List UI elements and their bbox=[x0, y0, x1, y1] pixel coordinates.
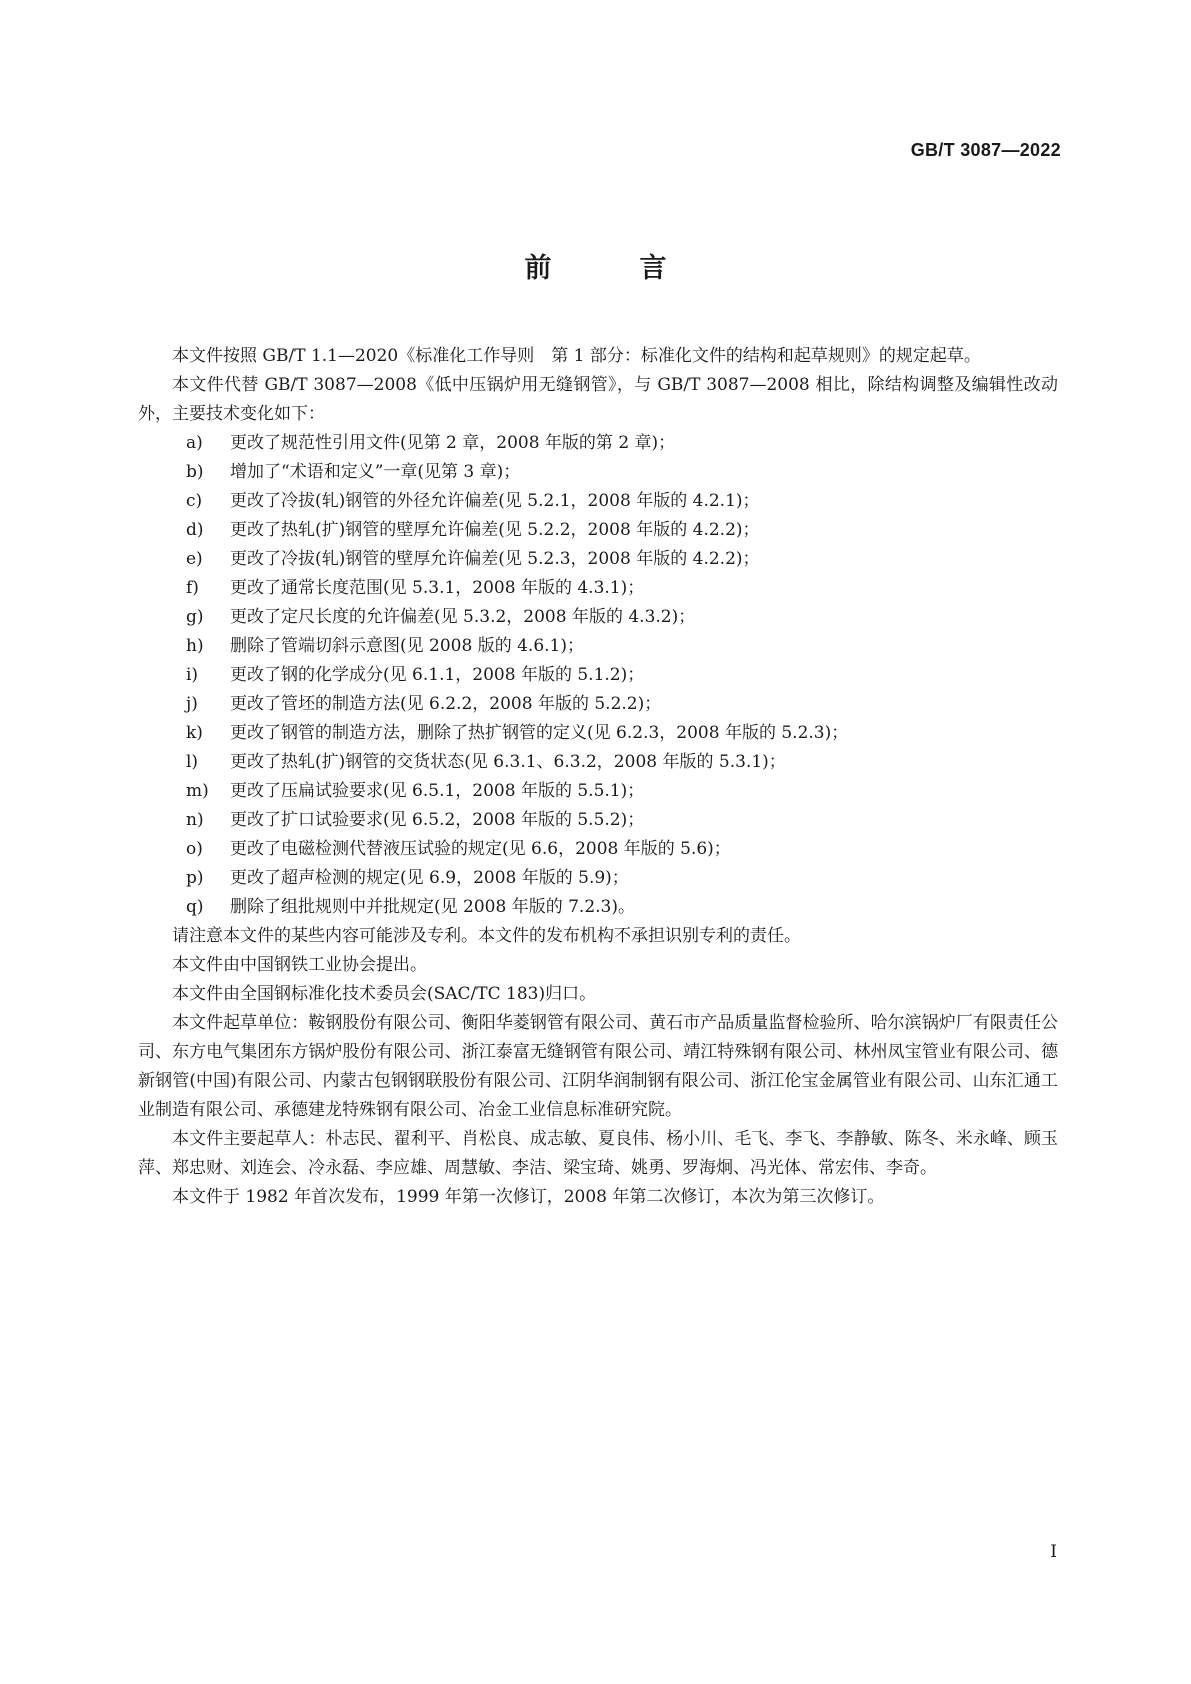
list-item-label: h) bbox=[186, 636, 204, 656]
list-item-label: p) bbox=[186, 868, 204, 888]
list-item-label: n) bbox=[186, 810, 204, 830]
drafting-units: 本文件起草单位：鞍钢股份有限公司、衡阳华菱钢管有限公司、黄石市产品质量监督检验所、哈尔滨锅炉厂有限责任公司、东方电气集团东方锅炉股份有限公司、浙江泰富无缝钢管有限公司、靖江特殊钢有限公司、林州凤宝管业有限公司、德新钢管(中国)有限公司、内蒙古包钢钢联股份有限公司、江阴华润制钢有限公司、浙江伦宝金属管业有限公司、山东汇通工业制造有限公司、承德建龙特殊钢有限公司、冶金工业信息标准研究院。 bbox=[138, 1013, 1058, 1120]
list-item-text: 更改了电磁检测代替液压试验的规定(见 6.6，2008 年版的 5.6)； bbox=[230, 839, 731, 859]
list-item-text: 更改了规范性引用文件(见第 2 章，2008 年版的第 2 章)； bbox=[230, 433, 676, 453]
list-item-label: f) bbox=[186, 578, 199, 598]
list-item-text: 更改了定尺长度的允许偏差(见 5.3.2，2008 年版的 4.3.2)； bbox=[230, 607, 696, 627]
list-item bbox=[138, 458, 1058, 487]
list-item-label: l) bbox=[186, 752, 199, 772]
title-char-2: 言 bbox=[639, 253, 667, 284]
list-item bbox=[138, 777, 1058, 806]
list-item-label: g) bbox=[186, 607, 204, 627]
list-item-text: 更改了钢的化学成分(见 6.1.1，2008 年版的 5.1.2)； bbox=[230, 665, 645, 685]
list-item-text: 更改了钢管的制造方法，删除了热扩钢管的定义(见 6.2.3，2008 年版的 5.2.3)； bbox=[230, 723, 849, 743]
list-item-text: 更改了扩口试验要求(见 6.5.2，2008 年版的 5.5.2)； bbox=[230, 810, 645, 830]
list-item bbox=[138, 516, 1058, 545]
list-item-label: c) bbox=[186, 491, 203, 511]
title-char-1: 前 bbox=[524, 253, 552, 284]
list-item bbox=[138, 835, 1058, 864]
intro-paragraph-2: 本文件代替 GB/T 3087—2008《低中压锅炉用无缝钢管》，与 GB/T 3087—2008 相比，除结构调整及编辑性改动外，主要技术变化如下： bbox=[138, 375, 1058, 424]
list-item-label: a) bbox=[186, 433, 203, 453]
page-title bbox=[0, 246, 1191, 285]
list-item-text: 更改了冷拔(轧)钢管的外径允许偏差(见 5.2.1，2008 年版的 4.2.1)； bbox=[230, 491, 760, 511]
list-item-label: m) bbox=[186, 781, 209, 801]
preface-body bbox=[138, 342, 1058, 1212]
list-item-text: 删除了组批规则中并批规定(见 2008 年版的 7.2.3)。 bbox=[230, 897, 635, 917]
list-item-label: q) bbox=[186, 897, 204, 917]
proposed-by: 本文件由中国钢铁工业协会提出。 bbox=[172, 955, 427, 975]
list-item-text: 删除了管端切斜示意图(见 2008 版的 4.6.1)； bbox=[230, 636, 584, 656]
list-item-label: o) bbox=[186, 839, 203, 859]
changes-list bbox=[138, 429, 1058, 922]
patent-notice: 请注意本文件的某些内容可能涉及专利。本文件的发布机构不承担识别专利的责任。 bbox=[172, 926, 801, 946]
list-item-text: 增加了“术语和定义”一章(见第 3 章)； bbox=[230, 462, 521, 482]
list-item bbox=[138, 429, 1058, 458]
list-item bbox=[138, 487, 1058, 516]
list-item bbox=[138, 806, 1058, 835]
centralized-by: 本文件由全国钢标准化技术委员会(SAC/TC 183)归口。 bbox=[172, 984, 597, 1004]
list-item-label: j) bbox=[186, 694, 198, 714]
list-item-label: k) bbox=[186, 723, 203, 743]
list-item bbox=[138, 603, 1058, 632]
list-item-label: b) bbox=[186, 462, 204, 482]
list-item bbox=[138, 690, 1058, 719]
list-item bbox=[138, 864, 1058, 893]
list-item bbox=[138, 545, 1058, 574]
list-item-text: 更改了超声检测的规定(见 6.9，2008 年版的 5.9)； bbox=[230, 868, 629, 888]
list-item-text: 更改了管坯的制造方法(见 6.2.2，2008 年版的 5.2.2)； bbox=[230, 694, 662, 714]
list-item-text: 更改了冷拔(轧)钢管的壁厚允许偏差(见 5.2.3，2008 年版的 4.2.2)； bbox=[230, 549, 760, 569]
list-item-label: e) bbox=[186, 549, 203, 569]
list-item-text: 更改了热轧(扩)钢管的壁厚允许偏差(见 5.2.2，2008 年版的 4.2.2)； bbox=[230, 520, 760, 540]
drafters: 本文件主要起草人：朴志民、翟利平、肖松良、成志敏、夏良伟、杨小川、毛飞、李飞、李静敏、陈冬、米永峰、顾玉萍、郑忠财、刘连会、冷永磊、李应雄、周慧敏、李洁、梁宝琦、姚勇、罗海炯、冯光体、常宏伟、李奇。 bbox=[138, 1129, 1058, 1178]
list-item bbox=[138, 719, 1058, 748]
page-number: I bbox=[1050, 1542, 1057, 1562]
list-item bbox=[138, 661, 1058, 690]
intro-paragraph-1: 本文件按照 GB/T 1.1—2020《标准化工作导则 第 1 部分：标准化文件的结构和起草规则》的规定起草。 bbox=[172, 346, 981, 366]
publication-history: 本文件于 1982 年首次发布，1999 年第一次修订，2008 年第二次修订，本次为第三次修订。 bbox=[172, 1187, 885, 1207]
list-item-text: 更改了热轧(扩)钢管的交货状态(见 6.3.1、6.3.2，2008 年版的 5.3.1)； bbox=[230, 752, 786, 772]
list-item-label: i) bbox=[186, 665, 199, 685]
list-item bbox=[138, 748, 1058, 777]
list-item bbox=[138, 574, 1058, 603]
standard-code: GB/T 3087—2022 bbox=[910, 140, 1061, 160]
list-item-text: 更改了压扁试验要求(见 6.5.1，2008 年版的 5.5.1)； bbox=[230, 781, 645, 801]
list-item-label: d) bbox=[186, 520, 204, 540]
list-item bbox=[138, 632, 1058, 661]
list-item bbox=[138, 893, 1058, 922]
list-item-text: 更改了通常长度范围(见 5.3.1，2008 年版的 4.3.1)； bbox=[230, 578, 645, 598]
